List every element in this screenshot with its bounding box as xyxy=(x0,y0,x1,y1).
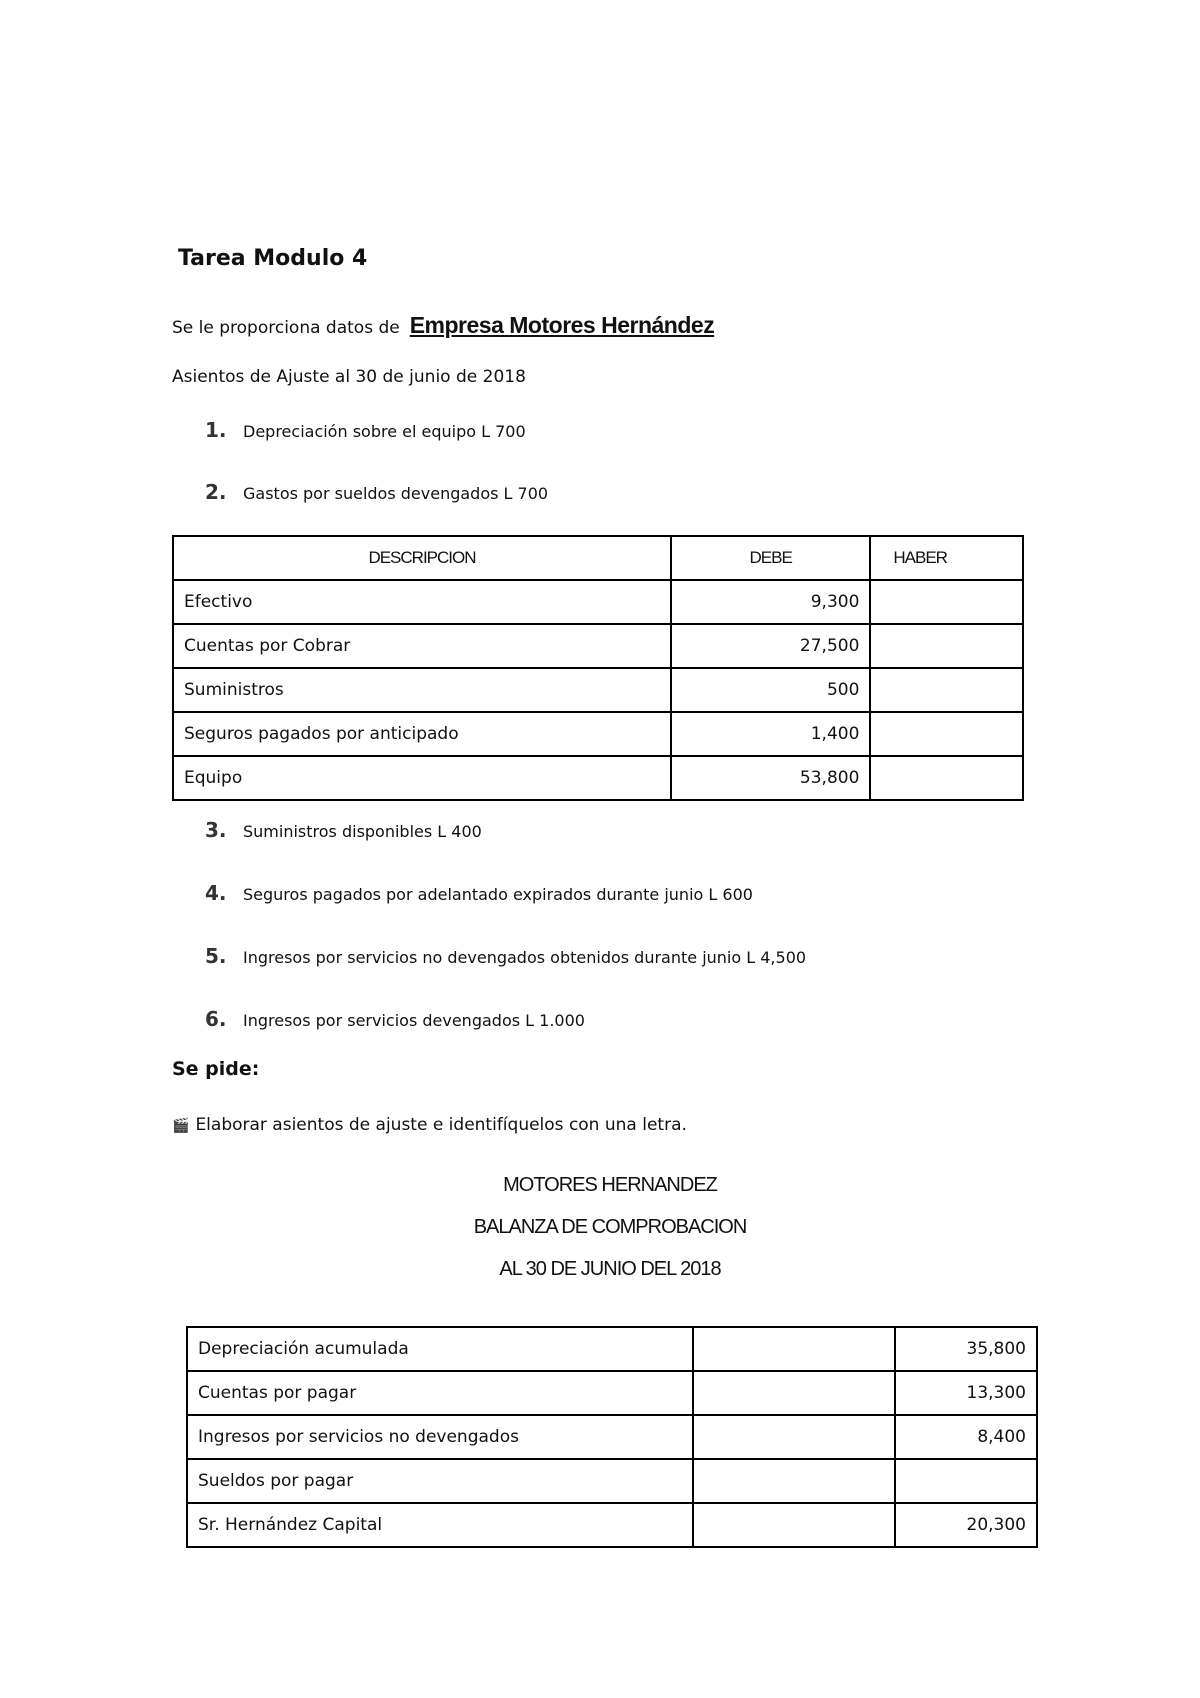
cell-haber xyxy=(870,580,1023,624)
adjustment-item xyxy=(205,881,753,905)
table-row xyxy=(187,1415,1037,1459)
company-name: Empresa Motores Hernández xyxy=(409,312,715,338)
accounts-table-debe xyxy=(172,535,1024,801)
adjustment-item xyxy=(205,944,806,968)
item-number: 2. xyxy=(205,480,227,504)
table-row xyxy=(173,712,1023,756)
cell-account: Equipo xyxy=(173,756,671,800)
cell-account: Cuentas por Cobrar xyxy=(173,624,671,668)
cell-haber xyxy=(895,1459,1037,1503)
cell-debe xyxy=(693,1371,895,1415)
item-text: Depreciación sobre el equipo L 700 xyxy=(243,422,526,441)
cell-account: Sr. Hernández Capital xyxy=(187,1503,693,1547)
intro-text: Se le proporciona datos de xyxy=(172,318,400,338)
cell-debe: 500 xyxy=(671,668,870,712)
item-number: 3. xyxy=(205,818,227,842)
header-haber: HABER xyxy=(870,536,1023,580)
adjustment-item xyxy=(205,1007,585,1031)
table-row xyxy=(187,1503,1037,1547)
item-number: 6. xyxy=(205,1007,227,1031)
cell-haber: 20,300 xyxy=(895,1503,1037,1547)
item-text: Ingresos por servicios no devengados obtenidos durante junio L 4,500 xyxy=(243,948,807,967)
item-text: Gastos por sueldos devengados L 700 xyxy=(243,484,549,503)
cell-account: Ingresos por servicios no devengados xyxy=(187,1415,693,1459)
cell-account: Efectivo xyxy=(173,580,671,624)
adjustment-item xyxy=(205,418,526,442)
cell-debe: 1,400 xyxy=(671,712,870,756)
cell-debe xyxy=(693,1415,895,1459)
table-row xyxy=(173,668,1023,712)
intro-line xyxy=(172,312,714,339)
cell-haber: 35,800 xyxy=(895,1327,1037,1371)
cell-haber: 8,400 xyxy=(895,1415,1037,1459)
cell-account: Suministros xyxy=(173,668,671,712)
header-debe: DEBE xyxy=(671,536,870,580)
header-descripcion: DESCRIPCION xyxy=(173,536,671,580)
report-name: BALANZA DE COMPROBACION xyxy=(473,1216,747,1238)
accounts-table-haber xyxy=(186,1326,1038,1548)
item-number: 4. xyxy=(205,881,227,905)
adjustment-item xyxy=(205,818,482,842)
clapperboard-bullet-icon: 🎬 xyxy=(172,1118,190,1134)
se-pide-heading: Se pide: xyxy=(172,1058,260,1080)
item-text: Ingresos por servicios devengados L 1.000 xyxy=(243,1011,585,1030)
cell-debe: 53,800 xyxy=(671,756,870,800)
report-company: MOTORES HERNANDEZ xyxy=(503,1174,717,1196)
cell-account: Cuentas por pagar xyxy=(187,1371,693,1415)
table-row xyxy=(173,756,1023,800)
cell-debe: 27,500 xyxy=(671,624,870,668)
table-row xyxy=(187,1327,1037,1371)
table-row xyxy=(173,580,1023,624)
task-line xyxy=(172,1115,687,1135)
cell-debe xyxy=(693,1459,895,1503)
cell-haber xyxy=(870,668,1023,712)
cell-haber: 13,300 xyxy=(895,1371,1037,1415)
adjustment-item xyxy=(205,480,548,504)
report-date: AL 30 DE JUNIO DEL 2018 xyxy=(499,1258,721,1280)
cell-account: Seguros pagados por anticipado xyxy=(173,712,671,756)
table-header-row xyxy=(173,536,1023,580)
item-number: 5. xyxy=(205,944,227,968)
cell-account: Sueldos por pagar xyxy=(187,1459,693,1503)
table-row xyxy=(187,1371,1037,1415)
item-number: 1. xyxy=(205,418,227,442)
cell-debe xyxy=(693,1503,895,1547)
cell-account: Depreciación acumulada xyxy=(187,1327,693,1371)
task-text: Elaborar asientos de ajuste e identifíquelos con una letra. xyxy=(195,1115,687,1135)
item-text: Seguros pagados por adelantado expirados durante junio L 600 xyxy=(243,885,753,904)
adjustments-subtitle: Asientos de Ajuste al 30 de junio de 2018 xyxy=(172,367,526,387)
border-gap xyxy=(205,803,245,817)
cell-haber xyxy=(870,624,1023,668)
cell-haber xyxy=(870,756,1023,800)
document-title: Tarea Modulo 4 xyxy=(178,246,368,271)
item-text: Suministros disponibles L 400 xyxy=(243,822,482,841)
table-row xyxy=(173,624,1023,668)
cell-debe: 9,300 xyxy=(671,580,870,624)
table-row xyxy=(187,1459,1037,1503)
cell-debe xyxy=(693,1327,895,1371)
cell-haber xyxy=(870,712,1023,756)
